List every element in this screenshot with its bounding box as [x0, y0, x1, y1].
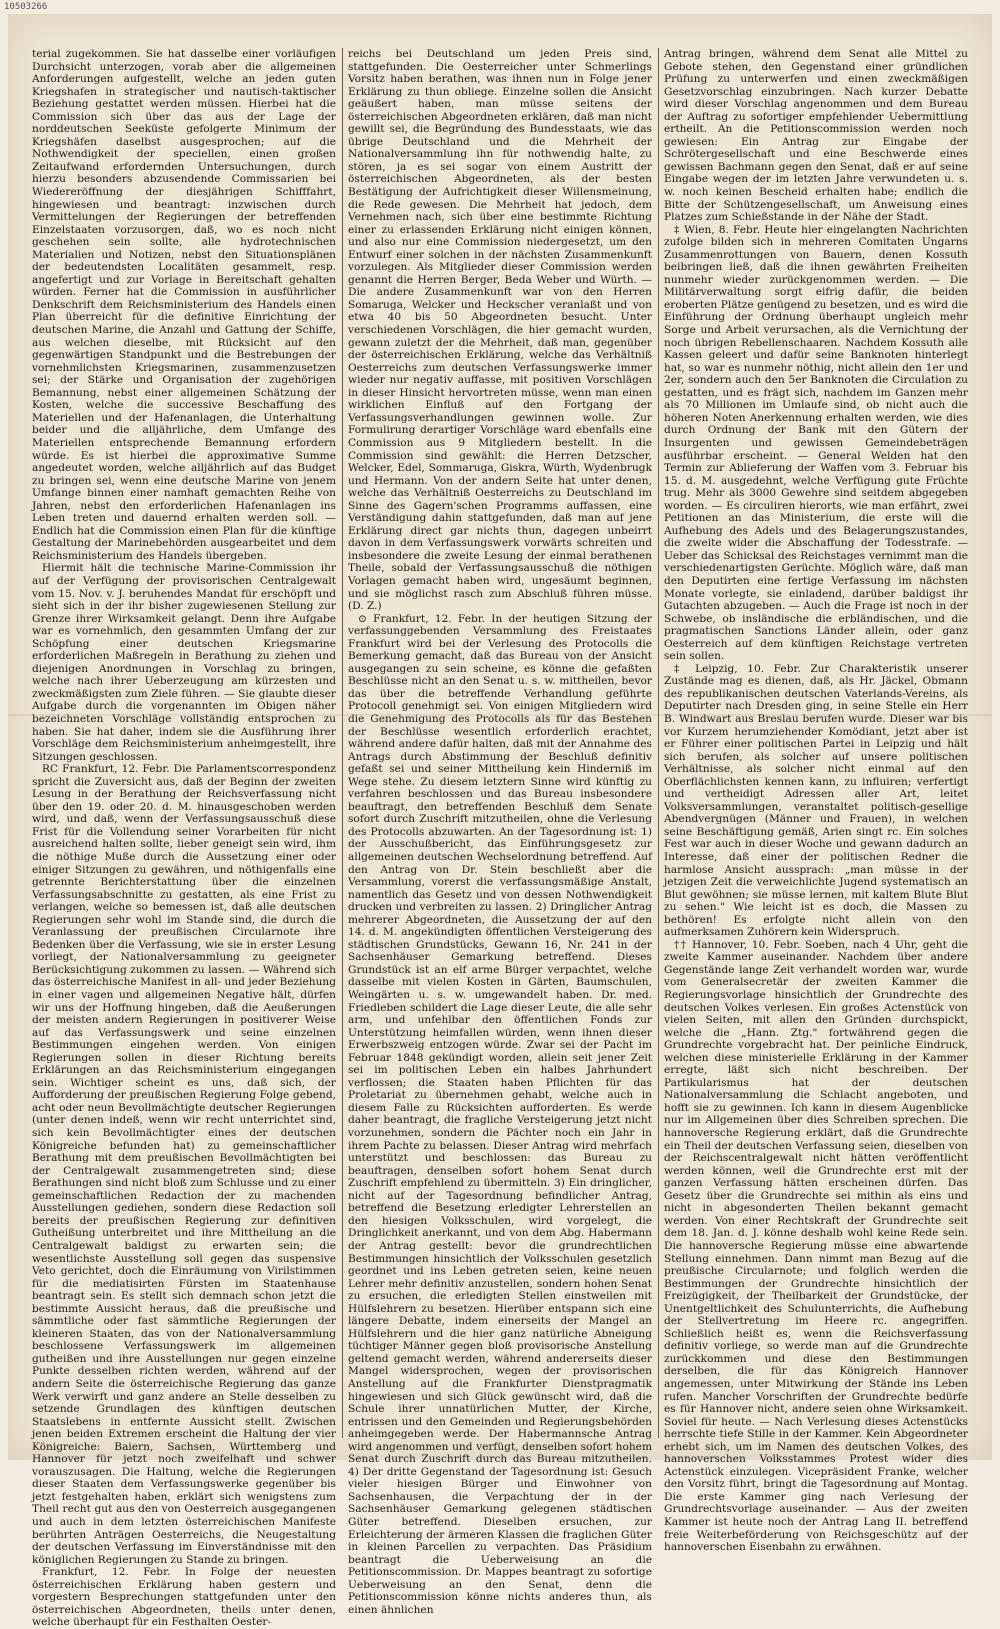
paragraph: Frankfurt, 12. Febr. In Folge der neuesten österreichischen Erklärung haben gestern und vorgestern Besprechungen stattgefunden unter den österreichischen Abgeordneten, theils unter denen, welche überhaupt für ein Festhalten Oester- [32, 1566, 336, 1629]
paragraph: ⊙ Frankfurt, 12. Febr. In der heutigen Sitzung der verfassunggebenden Versammlung des Freistaates Frankfurt wird bei der Verlesung des Protocolls die Bemerkung gemacht, daß das Bureau von der Ansicht ausgegangen zu sein scheine, es könne die gefaßten Beschlüsse nicht an den Senat u. s. w. mittheilen, bevor das über die betreffende Verhandlung geführte Protocoll genehmigt sei. Von einigen Mitgliedern wird die Genehmigung des Protocolls als für das Bestehen der Beschlüsse wesentlich erforderlich erachtet, während andere dafür halten, daß mit der Annahme des Antrags durch Abstimmung der Beschluß definitiv gefaßt sei und seiner Mittheilung kein Hinderniß im Wege stehe. Zu diesem letztern Sinne wird künftig zu verfahren beschlossen und das Bureau insbesondere beauftragt, den betreffenden Beschluß dem Senate sofort durch Zuschrift mitzutheilen, ohne die Verlesung des Protocolls abzuwarten. An der Tagesordnung ist: 1) der Ausschußbericht, das Einführungsgesetz zur allgemeinen deutschen Wechselordnung betreffend. Auf den Antrag von Dr. Stein beschließt aber die Versammlung, vorerst die verfassungsmäßige Anstalt, namentlich das Gesetz und von dessen Nothwendigkeit drucken und verbreiten zu lassen. 2) Dringlicher Antrag mehrerer Abgeordneten, die Aussetzung der auf den 14. d. M. angekündigten öffentlichen Versteigerung des städtischen Grundstücks, Gewann 16, Nr. 241 in der Sachsenhäuser Gemarkung betreffend. Dieses Grundstück ist an elf arme Bürger verpachtet, welche dasselbe mit vielen Kosten in Gärten, Baumschulen, Weingärten u. s. w. umgewandelt haben. Dr. med. Friedleben schildert die Lage dieser Leute, die alle sehr arm, und unfehlbar den öffentlichen Fonds zur Unterstützung heimfallen würden, wenn ihnen dieser Erwerbszweig entzogen würde. Zwar sei der Pacht im Februar 1848 gekündigt worden, allein seit jener Zeit sei im politischen Leben ein halbes Jahrhundert verflossen; die Staaten haben Pflichten für das Proletariat zu übernehmen gehabt, welche auch in diesem Falle zu Rücksichten aufforderten. Es werde daher beantragt, die fragliche Versteigerung jetzt nicht vorzunehmen, sondern die Pächter noch ein Jahr in ihrem Pachte zu belassen. Dieser Antrag wird mehrfach unterstützt und beschlossen: das Bureau zu beauftragen, denselben sofort hohem Senat durch Zuschrift empfehlend zu übermitteln. 3) Ein dringlicher, nicht auf der Tagesordnung befindlicher Antrag, betreffend die Besetzung erledigter Lehrerstellen an den hiesigen Volksschulen, wird vorgelegt, die Dringlichkeit anerkannt, und von dem Abg. Habermann der Antrag gestellt: bevor die grundrechtlichen Bestimmungen hinsichtlich der Volksschulen gesetzlich geordnet und ins Leben getreten seien, keine neuen Lehrer mehr definitiv anzustellen, sondern hohen Senat zu ersuchen, die erledigten Stellen einstweilen mit Hülfslehrern zu besetzen. Hierüber entspann sich eine längere Debatte, indem einerseits der Mangel an Hülfslehrern und die hier ganz natürliche Abneigung tüchtiger Männer gegen bloß provisorische Anstellung geltend gemacht werden, während andererseits dieser Mangel widersprochen, wegen der provisorischen Anstellung auf die Frankfurter Dienstpragmatik hingewiesen und sich Glück gewünscht wird, daß die Schule ihrer unnatürlichen Mutter, der Kirche, entrissen und den Gemeinden und Regierungsbehörden anheimgegeben werde. Der Habermannsche Antrag wird angenommen und verfügt, denselben sofort hohem Senat durch Zuschrift durch das Bureau mitzutheilen. 4) Der dritte Gegenstand der Tagesordnung ist: Gesuch vieler hiesigen Bürger und Einwohner von Sachsenhausen, die Verpachtung der in der Sachsenhäuser Gemarkung gelegenen städtischen Güter betreffend. Dieselben ersuchen, zur Erleichterung der ärmeren Klassen die fraglichen Güter in kleinen Parcellen zu verpachten. Das Präsidium beantragt die Ueberweisung an die Petitionscommission. Dr. Mappes beantragt zu sofortige Ueberweisung an den Senat, denn die Petitionscommission könne nichts anderes thun, als einen ähnlichen [348, 612, 652, 1616]
paragraph: †† Hannover, 10. Febr. Soeben, nach 4 Uhr, geht die zweite Kammer auseinander. Nachdem über andere Gegenstände lange Zeit verhandelt worden war, wurde vom Generalsecretär der zweiten Kammer die Regierungsvorlage hinsichtlich der Grundrechte des deutschen Volkes verlesen. Ein großes Actenstück von vielen Seiten, mit allen den Gründen durchspickt, welche die „Hann. Ztg." fortwährend gegen die Grundrechte vorgebracht hat. Der peinliche Eindruck, welchen diese ministerielle Erklärung in der Kammer erregte, läßt sich nicht beschreiben. Der Partikularismus hat der deutschen Nationalversammlung die Schlacht angeboten, und hofft sie zu gewinnen. Ich kann in diesem Augenblicke nur im Allgemeinen über dies Schreiben sprechen. Die hannoversche Regierung erklärt, daß die Grundrechte ein Theil der deutschen Verfassung seien, dieselben von der Reichscentralgewalt nicht hätten veröffentlicht werden können, weil die Grundrechte erst mit der ganzen Verfassung hätten erscheinen dürfen. Das Gesetz über die Grundrechte sei mithin als eins und nicht in abgesonderten Theilen bekannt gemacht werden. Von einer Rechtskraft der Grundrechte seit dem 18. Jan. d. J. könne deshalb wohl keine Rede sein. Die hannoversche Regierung müsse eine abwartende Stellung einnehmen. Dann nimmt man Bezug auf die preußische Circularnote; und folglich werden die Bestimmungen der Grundrechte hinsichtlich der Freizügigkeit, der Theilbarkeit der Grundstücke, der Unentgeltlichkeit des Schulunterrichts, die Aufhebung der Stellvertretung im Heere rc. angegriffen. Schließlich heißt es, wenn die Reichsverfassung definitiv vorliege, so werde man auf die Grundrechte zurückkommen und diese den Bestimmungen derselben, die für das Königreich Hannover angemessen, unter Mitwirkung der Stände ins Leben rufen. Mancher Vorschriften der Grundrechte bedürfe es für Hannover nicht, andere seien ohne Wirksamkeit. Soviel für heute. — Nach Verlesung dieses Actenstücks herrschte tiefe Stille in der Kammer. Kein Abgeordneter erhebt sich, um im Namen des deutschen Volkes, des hannoverschen Volksstammes Protest wider dies Actenstück einzulegen. Vicepräsident Franke, welcher den Vorsitz führt, bringt die Tagesordnung auf Montag. Die erste Kammer ging nach Verlesung der Grundrechtsvorlage auseinander. — Aus der zweiten Kammer ist heute noch der Antrag Lang II. betreffend freie Weiterbeförderung von Reichsgeschütz auf der hannoverschen Eisenbahn zu erwähnen. [664, 938, 968, 1554]
paragraph: ‡ Leipzig, 10. Febr. Zur Charakteristik unserer Zustände mag es dienen, daß, als Hr. Jäckel, Obmann des republikanischen deutschen Vaterlands-Vereins, als Deputirter nach Dresden ging, in seine Stelle ein Herr B. Windwart aus Breslau berufen wurde. Dieser war bis vor Kurzem herumziehender Komödiant, jetzt aber ist er Führer einer politischen Partei in Leipzig und hält sich berufen, als solcher auf unsere politischen Verhältnisse, als solcher nicht einmal auf den Oberflächlichsten kennen kann, zu influiren; verfertigt und vertheidigt Adressen aller Art, leitet Volksversammlungen, veranstaltet politisch-gesellige Abendvergnügen (Männer und Frauen), in welchen seine Beschäftigung gemäß, Arien singt rc. Ein solches Fest war auch in dieser Woche und gewann dadurch an Interesse, daß einer der politischen Redner die harmlose Ansicht aussprach: „man müsse in der jetzigen Zeit die verweichlichte Jugend systematisch an Blut gewöhnen; sie müsse lernen, mit kaltem Blute Blut zu sehen." Wie leicht ist es doch, die Massen zu bethören! Es erfolgte nicht allein von den aufmerksamen Zuhörern kein Widerspruch. [664, 662, 968, 939]
column-3 [664, 48, 968, 1554]
paragraph: RC Frankfurt, 12. Febr. Die Parlamentscorrespondenz spricht die Zuversicht aus, daß der Beginn der zweiten Lesung in der Berathung der Reichsverfassung nicht über den 19. oder 20. d. M. hinausgeschoben werden wird, und daß, wenn der Verfassungsausschuß diese Frist für die Vollendung seiner Vorarbeiten für nicht ausreichend halten sollte, lieber geneigt sein wird, ihm die nöthige Muße durch die Aussetzung einer oder einiger Sitzungen zu gewähren, und nöthigenfalls eine getrennte Berichterstattung über die einzelnen Verfassungsabschnitte zu gestatten, als eine Frist zu verlangen, welche so bemessen ist, daß alle deutschen Regierungen sehr wohl im Stande sind, die durch die Veranlassung der preußischen Circularnote ihre Bedenken über die Verfassung, wie sie in erster Lesung vorliegt, der Nationalversammlung zu geeigneter Berücksichtigung zukommen zu lassen. — Während sich das österreichische Manifest in all- und jeder Beziehung in einer vagen und allgemeinen Negative hält, dürfen wir uns der Hoffnung hingeben, daß die Aeußerungen der meisten andern Regierungen in positiverer Weise auf das Verfassungswerk und seine einzelnen Bestimmungen eingehen werden. Von einigen Regierungen sollen in dieser Richtung bereits Erklärungen an das Reichsministerium eingegangen sein. Wichtiger scheint es uns, daß sich, der Aufforderung der preußischen Regierung Folge gebend, acht oder neun Bevollmächtigte deutscher Regierungen (unter denen indeß, wenn wir recht unterrichtet sind, sich kein Bevollmächtigter eines der deutschen Königreiche befunden hat) zu gemeinschaftlicher Berathung mit dem preußischen Bevollmächtigten bei der Centralgewalt zusammengetreten sind; diese Berathungen sind nicht bloß zum Schlusse und zu einer gemeinschaftlichen Redaction der zu machenden Ausstellungen gediehen, sondern diese Redaction soll bereits der preußischen Regierung zur definitiven Gutheißung unterbreitet und ihre Mittheilung an die Centralgewalt baldigst zu erwarten sein; die wesentlichste Ausstellung soll gegen das suspensive Veto gerichtet, doch die Einräumung von Virilstimmen für die mediatisirten Fürsten im Staatenhause beantragt sein. Es stellt sich demnach schon jetzt die bestimmte Aussicht heraus, daß die preußische und sämmtliche oder fast sämmtliche Regierungen der kleineren Staaten, das von der Nationalversammlung beschlossene Verfassungswerk im allgemeinen gutheißen und ihre Ausstellungen nur gegen einzelne Punkte desselben richten werden, während auf der andern Seite die österreichische Regierung das ganze Werk verwirft und ganz andere an Stelle desselben zu setzende Grundlagen des künftigen deutschen Staatslebens in entfernte Aussicht stellt. Zwischen jenen beiden Extremen erscheint die Haltung der vier Königreiche: Baiern, Sachsen, Württemberg und Hannover für jetzt noch zweifelhaft und schwer vorauszusagen. Die Haltung, welche die Regierungen dieser Staaten dem Verfassungswerke gegenüber bis jetzt festgehalten haben, erklärt sich wenigstens zum Theil recht gut aus den von Oesterreich ausgegangenen und auch in dem letzten österreichischen Manifeste berührten Anträgen Oesterreichs, die Neugestaltung der deutschen Verfassung im Einverständnisse mit den königlichen Regierungen zu Stande zu bringen. [32, 763, 336, 1566]
column-2 [348, 48, 652, 1616]
newspaper-page [8, 14, 992, 1629]
column-divider [658, 48, 659, 1438]
column-1 [32, 48, 336, 1629]
paragraph: Antrag bringen, während dem Senat alle Mittel zu Gebote stehen, den Gegenstand einer gründlichen Prüfung zu unterwerfen und einen zweckmäßigen Gesetzvorschlag einzubringen. Nach kurzer Debatte wird dieser Vorschlag angenommen und dem Bureau der Auftrag zu sofortiger empfehlender Uebermittlung ertheilt. An die Petitionscommission werden noch gewiesen: Ein Antrag zur Eingabe der Schrötergesellschaft und eine Beschwerde eines gewissen Bachmann gegen den Senat, daß er auf seine Eingabe wegen der im letzten Jahre verwundeten u. s. w. noch keinen Bescheid erhalten habe; endlich die Bitte der Schützengesellschaft, um Anweisung eines Platzes zum Schießstande in der Nähe der Stadt. [664, 48, 968, 224]
paragraph: ‡ Wien, 8. Febr. Heute hier eingelangten Nachrichten zufolge bilden sich in mehreren Comitaten Ungarns Zusammenrottungen von Bauern, denen Kossuth beibringen ließ, daß die ihnen gewährten Freiheiten nunmehr wieder zurückgenommen werden. — Die Militärverwaltung sorgt eifrig dafür, die beiden eroberten Plätze genügend zu besetzen, und es wird die Einführung der Ordnung überhaupt ungleich mehr Sorge und Arbeit verursachen, als die Vernichtung der noch übrigen Rebellenschaaren. Nachdem Kossuth alle Kassen geleert und dafür seine Banknoten hinterlegt hat, so war es nunmehr nöthig, nicht allein den 1er und 2er, sondern auch den 5er Banknoten die Circulation zu gestatten, und es frägt sich, nachdem im Ganzen mehr als 70 Millionen im Umlaufe sind, ob nicht auch die höheren Noten Anerkennung erhalten werden, wie dies durch Ordnung der Bank mit den Gütern der Insurgenten und gewissen Gemeindebeträgen ausführbar erscheint. — General Welden hat den Termin zur Ablieferung der Waffen vom 3. Februar bis 15. d. M. ausgedehnt, welche Verfügung gute Früchte trug. Mehr als 3000 Gewehre sind seitdem abgegeben worden. — Es circuliren hierorts, wie man erfährt, zwei Petitionen an das Ministerium, die erste will die Aufhebung des Adels und des Belagerungszustandes, die zweite wider die Abschaffung der Todesstrafe. — Ueber das Schicksal des Reichstages vernimmt man die verschiedenartigsten Gerüchte. Möglich wäre, daß man den Deputirten eine fertige Verfassung im nächsten Monate vorlegte, sie einladend, darüber baldigst ihr Gutachten abzugeben. — Auch die Frage ist noch in der Schwebe, ob insländische die erbländischen, und die pragmatischen Sanctions Länder allein, oder ganz Oesterreich auf dem künftigen Reichstage vertreten sein sollen. [664, 223, 968, 663]
paragraph: reichs bei Deutschland um jeden Preis sind, stattgefunden. Die Oesterreicher unter Schmerlings Vorsitz haben berathen, was ihnen nun in Folge jener Erklärung zu thun obliege. Einzelne sollen die Ansicht geäußert haben, man müsse seitens der österreichischen Abgeordneten erklären, daß man nicht gewillt sei, die Begründung des Bundesstaats, wie das übrige Deutschland und die Mehrheit der Nationalversammlung ihn für nothwendig halte, zu stören, ja es sei sogar von einem Austritt der österreichischen Abgeordneten, als der besten Bestätigung der Aufrichtigkeit dieser Willensmeinung, die Rede gewesen. Die Mehrheit hat jedoch, dem Vernehmen nach, sich über eine bestimmte Richtung einer zu erlassenden Erklärung nicht einigen können, und also nur eine Commission niedergesetzt, um den Entwurf einer solchen in der nächsten Zusammenkunft vorzulegen. Als Mitglieder dieser Commission werden genannt die Herren Berger, Beda Weber und Würth. — Die andere Zusammenkunft war von den Herren Somaruga, Welcker und Heckscher veranlaßt und von etwa 40 bis 50 Abgeordneten besucht. Unter verschiedenen Vorschlägen, die hier gemacht wurden, gewann zuletzt der die Mehrheit, daß man, gegenüber der österreichischen Erklärung, welche das Verhältniß Oesterreichs zum deutschen Verfassungswerke immer wieder nur negativ auffasse, mit positiven Vorschlägen in dieser Hinsicht hervortreten müsse, wenn man einen wirklichen Einfluß auf den Fortgang der Verfassungsverhandlungen gewinnen wolle. Zur Formulirung derartiger Vorschläge ward ebenfalls eine Commission aus 9 Mitgliedern bestellt. In die Commission sind gewählt: die Herren Detzscher, Welcker, Edel, Sommaruga, Giskra, Würth, Wydenbrugk und Hermann. Von der andern Seite hat unter denen, welche das Verhältniß Oesterreichs zu Deutschland im Sinne des Gagern'schen Programms auffassen, eine Verständigung dahin stattgefunden, daß man auf jene Erklärung direct gar nichts thun, dagegen unbeirrt davon in dem Verfassungswerk vorwärts schreiten und insbesondere die zweite Lesung der einmal berathenen Theile, sobald der Verfassungsausschuß die nöthigen Vorlagen gemacht haben wird, ungesäumt beginnen, und sie möglichst rasch zum Abschluß führen müsse. (D. Z.) [348, 48, 652, 613]
column-divider [342, 48, 343, 1438]
paragraph: Hiermit hält die technische Marine-Commission ihr auf der Verfügung der provisorischen Centralgewalt vom 15. Nov. v. J. beruhendes Mandat für erschöpft und sieht sich in der ihr bisher zugewiesenen Stellung zur Grenze ihrer Wirksamkeit gelangt. Denn ihre Aufgabe war es vornehmlich, den gesammten Umfang der zur Schöpfung einer deutschen Kriegsmarine erforderlichen Maßregeln in Berathung zu ziehen und diejenigen Anordnungen in Vorschlag zu bringen, welche nach ihrer Ueberzeugung am kürzesten und zweckmäßigsten zum Ziele führen. — Sie glaubte dieser Aufgabe durch die vorgenannten im Obigen näher bezeichneten Vorschläge vollständig entsprochen zu haben. Sie hat daher, indem sie die Ausführung ihrer Vorschläge dem Reichsministerium anheimgestellt, ihre Sitzungen geschlossen. [32, 562, 336, 763]
paragraph: terial zugekommen. Sie hat dasselbe einer vorläufigen Durchsicht unterzogen, vorab aber die allgemeinen Anforderungen aufgestellt, welche an jeden guten Kriegshafen in strategischer und nautisch-taktischer Beziehung gestattet werden müssen. Hierbei hat die Commission sich über das aus der Lage der norddeutschen Seeküste gefolgerte Minimum der Kriegshäfen daselbst ausgesprochen; auf die Nothwendigkeit der speciellen, einen großen Zeitaufwand erfordernden Untersuchungen, durch hierzu besonders abzusendende Commissarien bei Wiedereröffnung der diesjährigen Schifffahrt, hingewiesen und beantragt: inzwischen durch Vermittelungen der Regierungen der betreffenden Einzelstaaten vorzusorgen, daß, wo es noch nicht geschehen sein sollte, alle hydrotechnischen Materialien und Notizen, nebst den Situationsplänen der bedeutendsten Localitäten gesammelt, resp. angefertigt und zur Vorlage in Bereitschaft gehalten würden. Ferner hat die Commission in ausführlicher Denkschrift dem Reichsministerium des Handels einen Plan überreicht für die definitive Einrichtung der deutschen Marine, die Anzahl und Gattung der Schiffe, aus welchen dieselbe, mit Rücksicht auf den gegenwärtigen Standpunkt und die Bestrebungen der vornehmlichsten Kriegsmarinen, zusammenzusetzen sei; der Stärke und Organisation der zugehörigen Bemannung, nebst einer allgemeinen Schätzung der Kosten, welche die successive Beschaffung des Materiellen und der Hafenanlagen, die Unterhaltung beider und die alljährliche, dem Umfange des Materiellen entsprechende Bemannung erfordern würde. Es ist hierbei die approximative Summe angedeutet worden, welche alljährlich auf das Budget zu bringen sei, wenn eine deutsche Marine von jenem Umfange binnen einer namhaft gemachten Reihe von Jahren, nebst den erforderlichen Hafenanlagen ins Leben treten und dauernd erhalten werden soll. — Endlich hat die Commission einen Plan für die künftige Gestaltung der Marinebehörden ausgearbeitet und dem Reichsministerium des Handels übergeben. [32, 48, 336, 562]
page-id: 10503266 [4, 2, 48, 12]
